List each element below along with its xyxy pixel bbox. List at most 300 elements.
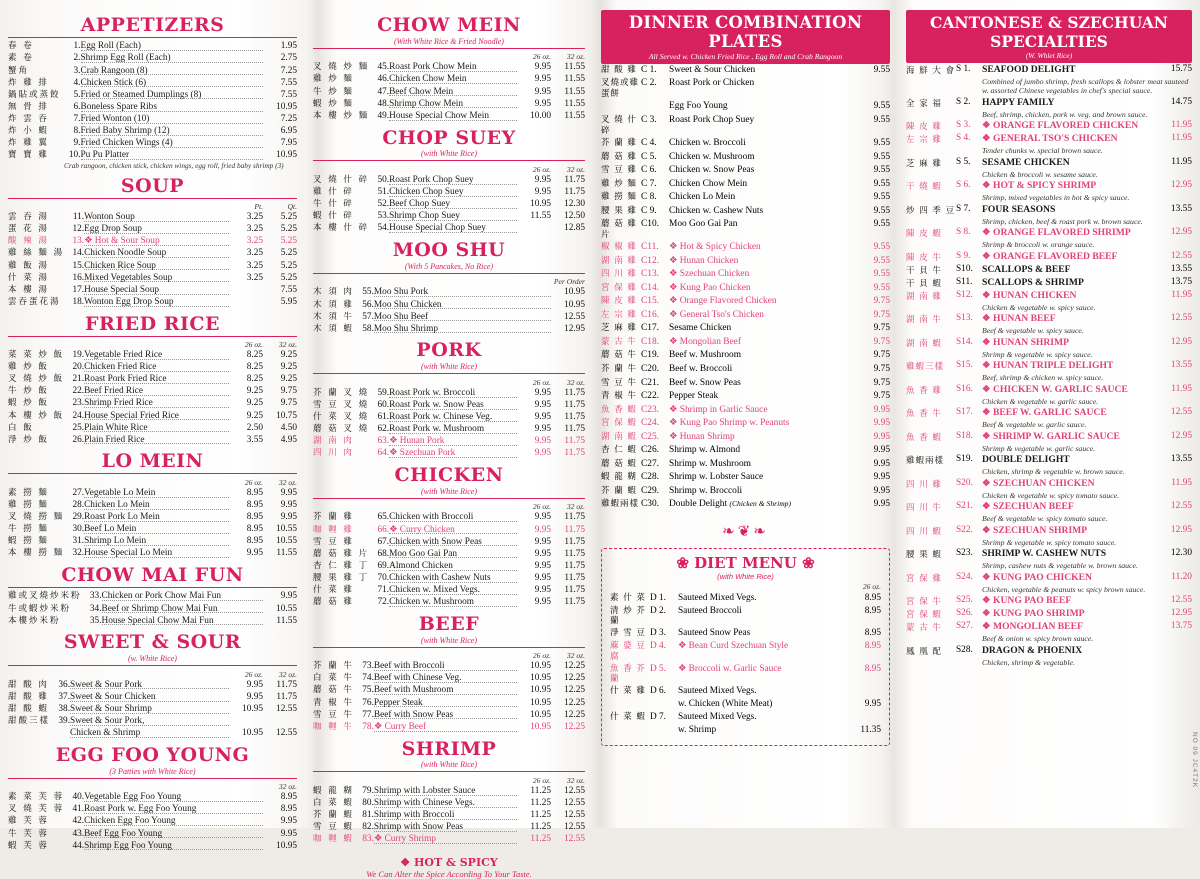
item-price: 8.95	[246, 499, 263, 510]
menu-item-row	[8, 591, 297, 603]
combo-price: 9.55	[873, 151, 890, 162]
menu-item-row	[313, 62, 585, 74]
specialty-price: 13.55	[1170, 263, 1192, 274]
item-name: Beef or Shrimp Chow Mai Fun	[102, 603, 263, 615]
item-number: 30.	[72, 524, 85, 535]
item-name: Chicken & Shrimp	[70, 728, 229, 740]
diet-row	[610, 712, 881, 725]
combo-row	[601, 268, 890, 282]
combo-name: Beef w. Snow Peas	[669, 377, 741, 388]
menu-item-row	[313, 387, 585, 399]
diet-number: D 4.	[650, 641, 667, 652]
specialty-row	[906, 501, 1192, 514]
item-number: 11.	[72, 212, 85, 223]
diet-price: 8.95	[864, 663, 881, 674]
item-chinese: 白 飯	[8, 422, 34, 433]
item-price: 9.95	[534, 412, 551, 423]
item-chinese: 雲吞蛋花湯	[8, 296, 61, 307]
specialty-name: ❖ HOT & SPICY SHRIMP	[982, 180, 1097, 191]
specialty-description: Chicken & vegetable w. spicy tomato sauce.	[982, 490, 1120, 500]
item-chinese: 湖 南 肉	[313, 436, 354, 447]
item-price: 9.95	[280, 591, 297, 602]
specialty-number: S15.	[956, 360, 973, 370]
specialty-chinese: 陳 皮 雞	[906, 122, 942, 132]
specialty-name: FOUR SEASONS	[982, 203, 1056, 215]
combo-name: ❖ Hunan Chicken	[669, 255, 739, 266]
diet-row	[610, 699, 881, 712]
beef-table	[313, 651, 585, 734]
diet-menu-table	[610, 581, 881, 738]
diet-row	[610, 725, 881, 738]
moo-shu-subtitle: (With 5 Pancakes, No Rice)	[404, 261, 494, 271]
menu-item-row	[313, 98, 585, 110]
combo-number: C12.	[641, 255, 659, 266]
item-chinese: 淨 炒 飯	[8, 434, 49, 445]
specialty-name: ❖ KUNG PAO BEEF	[982, 595, 1072, 606]
item-number	[50, 728, 70, 740]
item-name: Chicken with Broccoli	[389, 512, 517, 524]
specialty-row	[906, 203, 1192, 216]
specialty-price: 13.55	[1170, 360, 1192, 370]
item-chinese: 芥 蘭 蝦	[313, 810, 354, 821]
combo-row	[601, 241, 890, 255]
combo-name: Moo Goo Gai Pan	[669, 219, 738, 230]
combo-name: Chicken w. Cashew Nuts	[669, 205, 764, 216]
hdr-26oz: 26 oz.	[532, 775, 551, 785]
item-chinese: 雲 吞 湯	[8, 212, 49, 223]
diet-price: 11.35	[860, 725, 881, 736]
section-title-chicken: CHICKEN	[394, 464, 504, 487]
specialty-description: Chicken, shrimp & vegetable w. brown sauce.	[982, 467, 1125, 476]
combo-chinese: 雞 炒 麵	[601, 178, 637, 189]
specialty-row	[906, 454, 1192, 467]
chili-icon: ❖	[982, 313, 991, 324]
specialty-row	[906, 336, 1192, 349]
chicken-subtitle: (with White Rice)	[421, 487, 477, 496]
item-chinese: 叉 燒 什 碎	[313, 174, 370, 185]
item-chinese	[8, 728, 50, 740]
specialty-row	[906, 571, 1192, 584]
combo-name: ❖ Mongolian Beef	[669, 336, 741, 347]
diet-chinese: 淨 雪 豆	[610, 628, 646, 639]
specialty-description: Beef, shrimp, chicken, pork w. veg. and brown sauce.	[982, 109, 1148, 119]
combo-price: 9.95	[873, 499, 890, 510]
item-name: Beef with Snow Peas	[374, 709, 517, 721]
item-name: Shrimp Chop Suey	[389, 211, 517, 223]
diet-row	[610, 640, 881, 663]
specialty-number: S 5.	[956, 156, 971, 167]
divider	[8, 473, 297, 474]
item-price: 9.95	[534, 572, 551, 583]
item-price	[229, 716, 263, 728]
combo-name: ❖ Kung Pao Shrimp w. Peanuts	[669, 418, 790, 429]
chili-icon: ❖	[982, 289, 991, 301]
item-number: 73.	[362, 661, 374, 672]
item-chinese: 雞 炒 飯	[8, 362, 49, 373]
pork-table	[313, 377, 585, 460]
item-price: 9.25	[280, 349, 297, 360]
combo-number: C21.	[641, 377, 659, 388]
menu-item-row	[8, 386, 297, 398]
combo-price: 9.75	[873, 309, 890, 320]
item-price: 9.25	[246, 410, 263, 421]
diet-number: D 5.	[650, 663, 667, 674]
item-chinese: 蝦 炒 飯	[8, 398, 49, 409]
item-price: 9.95	[534, 387, 551, 398]
item-number: 15.	[72, 260, 85, 271]
combo-chinese: 蘑 菇 雞	[601, 151, 637, 162]
item-name: Almond Chicken	[389, 560, 517, 572]
item-name: Shrimp Chow Mein	[389, 98, 517, 110]
divider	[313, 771, 585, 772]
item-number: 64.	[377, 448, 390, 459]
specialty-name: SHRIMP W. CASHEW NUTS	[982, 548, 1107, 559]
item-chinese: 四 川 肉	[313, 448, 354, 459]
combo-chinese: 湖 南 雞	[601, 255, 637, 266]
item-number: 39.	[58, 716, 71, 727]
sweet-sour-table	[8, 669, 297, 740]
menu-item-row	[8, 65, 297, 77]
item-chinese: 芥 蘭 牛	[313, 661, 354, 672]
section-title-egg-foo-young: EGG FOO YOUNG	[55, 743, 250, 766]
item-chinese: 腰 果 雞 丁	[313, 572, 370, 583]
item-price: 12.85	[564, 223, 585, 234]
item-name: Moo Shu Shrimp	[374, 323, 551, 335]
item-price: 9.95	[534, 424, 551, 435]
item-price: 10.00	[530, 110, 551, 121]
combo-name: Chicken w. Mushroom	[669, 151, 755, 162]
diet-name: Sauteed Mixed Vegs.	[678, 592, 757, 603]
item-price: 5.95	[280, 296, 297, 307]
item-price: 11.25	[530, 785, 551, 796]
item-number: 28.	[72, 499, 85, 510]
divider	[8, 336, 297, 337]
specialty-number: S 1.	[956, 63, 971, 74]
menu-item-row	[8, 297, 297, 309]
item-price: 11.75	[276, 679, 297, 690]
item-name: ❖ Hunan Pork	[389, 436, 517, 448]
item-price: 7.25	[280, 113, 297, 124]
item-number: 76.	[362, 697, 374, 708]
diet-name: Sauteed Broccoli	[678, 605, 742, 616]
diet-number	[650, 725, 678, 738]
combo-price: 9.55	[873, 269, 890, 280]
item-number: 63.	[377, 436, 390, 447]
item-chinese: 炸 雞 翼	[8, 138, 49, 149]
item-chinese: 雪 豆 叉 燒	[313, 399, 370, 410]
combo-name: ❖ Shrimp in Garlic Sauce	[669, 404, 768, 415]
item-price: 9.95	[246, 548, 263, 559]
combo-chinese: 雞 撈 麵	[601, 192, 637, 203]
item-chinese: 酸 辣 湯	[8, 236, 49, 247]
column-4	[898, 0, 1200, 828]
specialty-price: 11.95	[1171, 289, 1192, 300]
specialty-number: S 9.	[956, 250, 971, 261]
menu-item-row	[8, 603, 297, 615]
specialty-description: Beef & vegetable w. spicy sauce.	[982, 326, 1084, 335]
specialty-chinese: 宮 保 雞	[906, 573, 942, 584]
menu-item-row	[313, 786, 585, 798]
chili-icon: ❖	[389, 448, 398, 459]
menu-item-row	[313, 548, 585, 560]
item-number: 38.	[58, 703, 71, 714]
item-name: Vegetable Lo Mein	[84, 487, 229, 499]
specialty-number: S28.	[956, 644, 973, 655]
item-number: 1.	[73, 41, 81, 52]
chili-icon: ❖	[669, 296, 678, 307]
item-number: 17.	[72, 284, 85, 295]
specialty-number: S 2.	[956, 96, 971, 107]
specialty-chinese: 宮 保 蝦	[906, 610, 942, 620]
item-price: 3.25	[246, 236, 263, 247]
menu-item-row	[313, 436, 585, 448]
item-name: Chicken or Pork Chow Mai Fun	[102, 591, 263, 603]
item-number: 78.	[362, 721, 374, 732]
item-chinese: 咖 喱 蝦	[313, 834, 354, 845]
combo-number: C 7.	[641, 178, 657, 189]
menu-item-row	[313, 74, 585, 86]
specialty-chinese: 干 貝 牛	[906, 265, 942, 276]
specialty-row	[906, 120, 1192, 133]
specialty-row	[906, 621, 1192, 634]
divider	[313, 373, 585, 374]
hdr-32oz: 32 oz.	[566, 377, 585, 387]
specialty-name: ❖ ORANGE FLAVORED CHICKEN	[982, 120, 1139, 131]
diet-chinese: 蔴 婆 豆 腐	[610, 641, 646, 662]
item-name: Shrimp with Snow Peas	[374, 822, 517, 834]
item-number: 44.	[72, 840, 85, 851]
combo-name: Egg Foo Young	[669, 101, 728, 112]
item-number: 68.	[377, 548, 390, 559]
combo-number: C20.	[641, 364, 659, 375]
menu-item-row	[8, 615, 297, 627]
combo-number: C 2.	[641, 78, 657, 89]
specialty-number: S18.	[956, 430, 973, 441]
section-title-beef: BEEF	[418, 612, 480, 635]
item-price: 9.95	[534, 597, 551, 608]
item-number: 27.	[72, 487, 85, 498]
specialty-chinese: 四 川 牛	[906, 503, 942, 513]
menu-item-row	[8, 260, 297, 272]
diet-chinese: 魚 香 芥 蘭	[610, 663, 646, 685]
item-price: 10.95	[530, 697, 551, 708]
specialty-row	[906, 276, 1192, 289]
chili-icon: ❖	[982, 571, 991, 583]
specialty-number: S21.	[956, 501, 973, 511]
item-price: 10.55	[276, 524, 297, 535]
item-price: 12.25	[564, 661, 585, 672]
combo-row	[601, 164, 890, 178]
specialty-number: S22.	[956, 524, 973, 535]
specialty-row	[906, 289, 1192, 302]
item-chinese: 青 椒 牛	[313, 697, 354, 708]
item-number: 46.	[377, 74, 390, 85]
item-price: 11.25	[530, 798, 551, 808]
specialty-name: SEAFOOD DELIGHT	[982, 63, 1076, 75]
item-chinese: 本 樓 炒 飯	[8, 410, 65, 421]
item-price: 12.25	[564, 721, 585, 732]
hot-spicy-footer: ❖ HOT & SPICY	[400, 856, 498, 870]
specialty-chinese: 芝 麻 雞	[906, 158, 942, 169]
item-name: Roast Pork w. Mushroom	[389, 424, 517, 436]
item-price: 3.25	[246, 212, 263, 223]
diet-row	[610, 627, 881, 640]
combo-chinese: 叉 燒 什 碎	[601, 114, 637, 136]
combo-name: Roast Pork or Chicken	[669, 78, 755, 89]
item-chinese: 甜酸三樣	[8, 716, 51, 727]
item-name: Beef Egg Foo Young	[84, 828, 263, 840]
item-price: 4.50	[280, 422, 297, 433]
dinner-combo-title: DINNER COMBINATION PLATES	[628, 13, 863, 51]
column-2	[305, 0, 593, 879]
specialty-chinese: 雞蝦三樣	[906, 362, 945, 372]
item-chinese: 蘑 菇 牛	[313, 685, 354, 696]
item-name: Roast Pork w. Chinese Veg.	[389, 412, 517, 424]
item-name: Roast Pork Fried Rice	[84, 374, 229, 386]
item-chinese: 甜 酸 肉	[8, 679, 49, 690]
combo-row	[601, 458, 890, 472]
specialties-subtitle: (W. Whlet Rice)	[1025, 51, 1073, 60]
item-chinese: 素 卷	[8, 53, 34, 64]
item-chinese: 咖 喱 雞	[313, 524, 354, 535]
specialty-row	[906, 608, 1192, 621]
item-price: 10.95	[530, 673, 551, 684]
item-price: 8.95	[280, 804, 297, 815]
specialty-chinese: 蒙 古 牛	[906, 623, 942, 633]
item-number: 43.	[72, 828, 85, 839]
specialty-price: 11.95	[1171, 120, 1192, 130]
item-price: 7.55	[280, 89, 297, 100]
specialty-description-row	[906, 467, 1192, 478]
specialty-price: 13.55	[1170, 454, 1192, 464]
item-price: 5.25	[280, 212, 297, 223]
specialty-description: Shrimp & vegetable w. spicy tomato sauce.	[982, 537, 1117, 547]
specialty-price: 12.55	[1170, 595, 1192, 605]
specialty-description: Chicken & vegetable w. spicy sauce.	[982, 302, 1096, 312]
menu-item-row	[8, 89, 297, 101]
item-price	[229, 284, 263, 296]
specialty-chinese: 海 鮮 大 會	[906, 65, 956, 76]
item-price: 9.95	[534, 86, 551, 97]
combo-number: C18.	[641, 336, 659, 347]
hdr-26oz: 26 oz.	[244, 477, 263, 487]
section-title-appetizers: APPETIZERS	[80, 14, 225, 36]
hdr-32oz: 32 oz.	[566, 502, 585, 512]
combo-price: 9.95	[873, 472, 890, 483]
item-chinese: 本 樓 炒 麵	[313, 110, 370, 121]
specialty-price: 12.95	[1170, 524, 1192, 535]
combo-number: C24.	[641, 418, 659, 429]
diet-chinese: 素 什 菜	[610, 592, 646, 603]
combo-chinese: 杏 仁 蝦	[601, 445, 637, 456]
specialty-name: ❖ KUNG PAO SHRIMP	[982, 608, 1085, 619]
combo-chinese: 腰 果 雞	[601, 205, 637, 216]
item-price: 5.25	[280, 272, 297, 283]
chow-mein-table	[313, 52, 585, 123]
item-name: Chicken Stick (6)	[81, 77, 263, 89]
menu-item-row	[8, 114, 297, 126]
specialty-chinese: 魚 香 蝦	[906, 432, 942, 443]
specialty-number: S25.	[956, 595, 973, 605]
item-name: Roast Pork w. Egg Foo Young	[84, 804, 263, 816]
specialty-chinese: 左 宗 雞	[906, 135, 942, 145]
combo-price: 9.55	[873, 64, 890, 75]
item-price: 9.95	[534, 512, 551, 523]
item-name: Beef with Mushroom	[374, 685, 517, 697]
item-number: 59.	[377, 387, 390, 398]
item-number: 4.	[73, 77, 81, 88]
chili-icon: ❖	[982, 383, 991, 395]
combo-row	[601, 137, 890, 151]
menu-item-row	[8, 410, 297, 422]
combo-number: C 6.	[641, 165, 657, 176]
shrimp-subtitle: (with White Rice)	[421, 760, 477, 770]
combo-name: Double Delight (Chicken & Shrimp)	[669, 499, 792, 510]
item-number: 58.	[362, 323, 374, 334]
item-chinese: 蝦 炒 麵	[313, 98, 354, 109]
item-price: 10.95	[530, 709, 551, 720]
menu-item-row	[8, 53, 297, 65]
item-number: 8.	[73, 126, 81, 137]
menu-item-row	[313, 323, 585, 335]
item-chinese: 無 骨 排	[8, 101, 49, 112]
item-name: Fried Baby Shrimp (12)	[81, 126, 263, 138]
item-name: Wonton Soup	[84, 212, 229, 224]
specialty-name: DRAGON & PHOENIX	[982, 644, 1083, 656]
item-price: 9.95	[280, 499, 297, 510]
item-price: 9.95	[534, 98, 551, 109]
item-price: 12.50	[564, 211, 585, 222]
item-number: 70.	[377, 572, 390, 583]
item-number: 80.	[362, 798, 374, 808]
item-name: Chicken Rice Soup	[84, 260, 229, 272]
item-price: 12.55	[564, 810, 585, 821]
specialty-description: Beef & vegetable w. spicy tomato sauce.	[982, 514, 1108, 523]
menu-item-row	[8, 828, 297, 840]
item-price: 10.95	[530, 685, 551, 696]
item-price: 11.75	[564, 560, 585, 571]
specialty-description-row	[906, 216, 1192, 227]
combo-row	[601, 178, 890, 192]
item-price: 11.55	[564, 74, 585, 85]
specialty-price: 11.95	[1171, 156, 1192, 167]
item-number: 3.	[73, 65, 81, 76]
combo-price: 9.55	[873, 282, 890, 293]
item-chinese: 甜 酸 蝦	[8, 703, 49, 714]
item-price	[517, 223, 551, 235]
combo-row	[601, 350, 890, 364]
item-price: 9.95	[534, 524, 551, 535]
combo-name: ❖ Hot & Spicy Chicken	[669, 242, 761, 253]
specialty-description-row	[906, 490, 1192, 501]
specialty-name: SCALLOPS & BEEF	[982, 263, 1071, 275]
diet-chinese	[610, 699, 650, 712]
item-chinese: 蟹角	[8, 65, 30, 76]
section-title-soup: SOUP	[120, 174, 185, 197]
chili-icon: ❖	[982, 227, 991, 238]
specialty-price: 12.30	[1170, 548, 1192, 558]
combo-chinese: 蒙 古 牛	[601, 336, 637, 347]
chili-icon: ❖	[669, 282, 678, 293]
item-price: 9.95	[280, 816, 297, 827]
combo-row	[601, 363, 890, 377]
item-number: 20.	[72, 362, 85, 373]
specialty-price: 11.95	[1171, 383, 1192, 394]
specialty-number: S 6.	[956, 180, 971, 190]
item-number: 33.	[89, 591, 102, 602]
combo-price: 9.75	[873, 377, 890, 388]
item-chinese: 牛 炒 飯	[8, 386, 49, 397]
